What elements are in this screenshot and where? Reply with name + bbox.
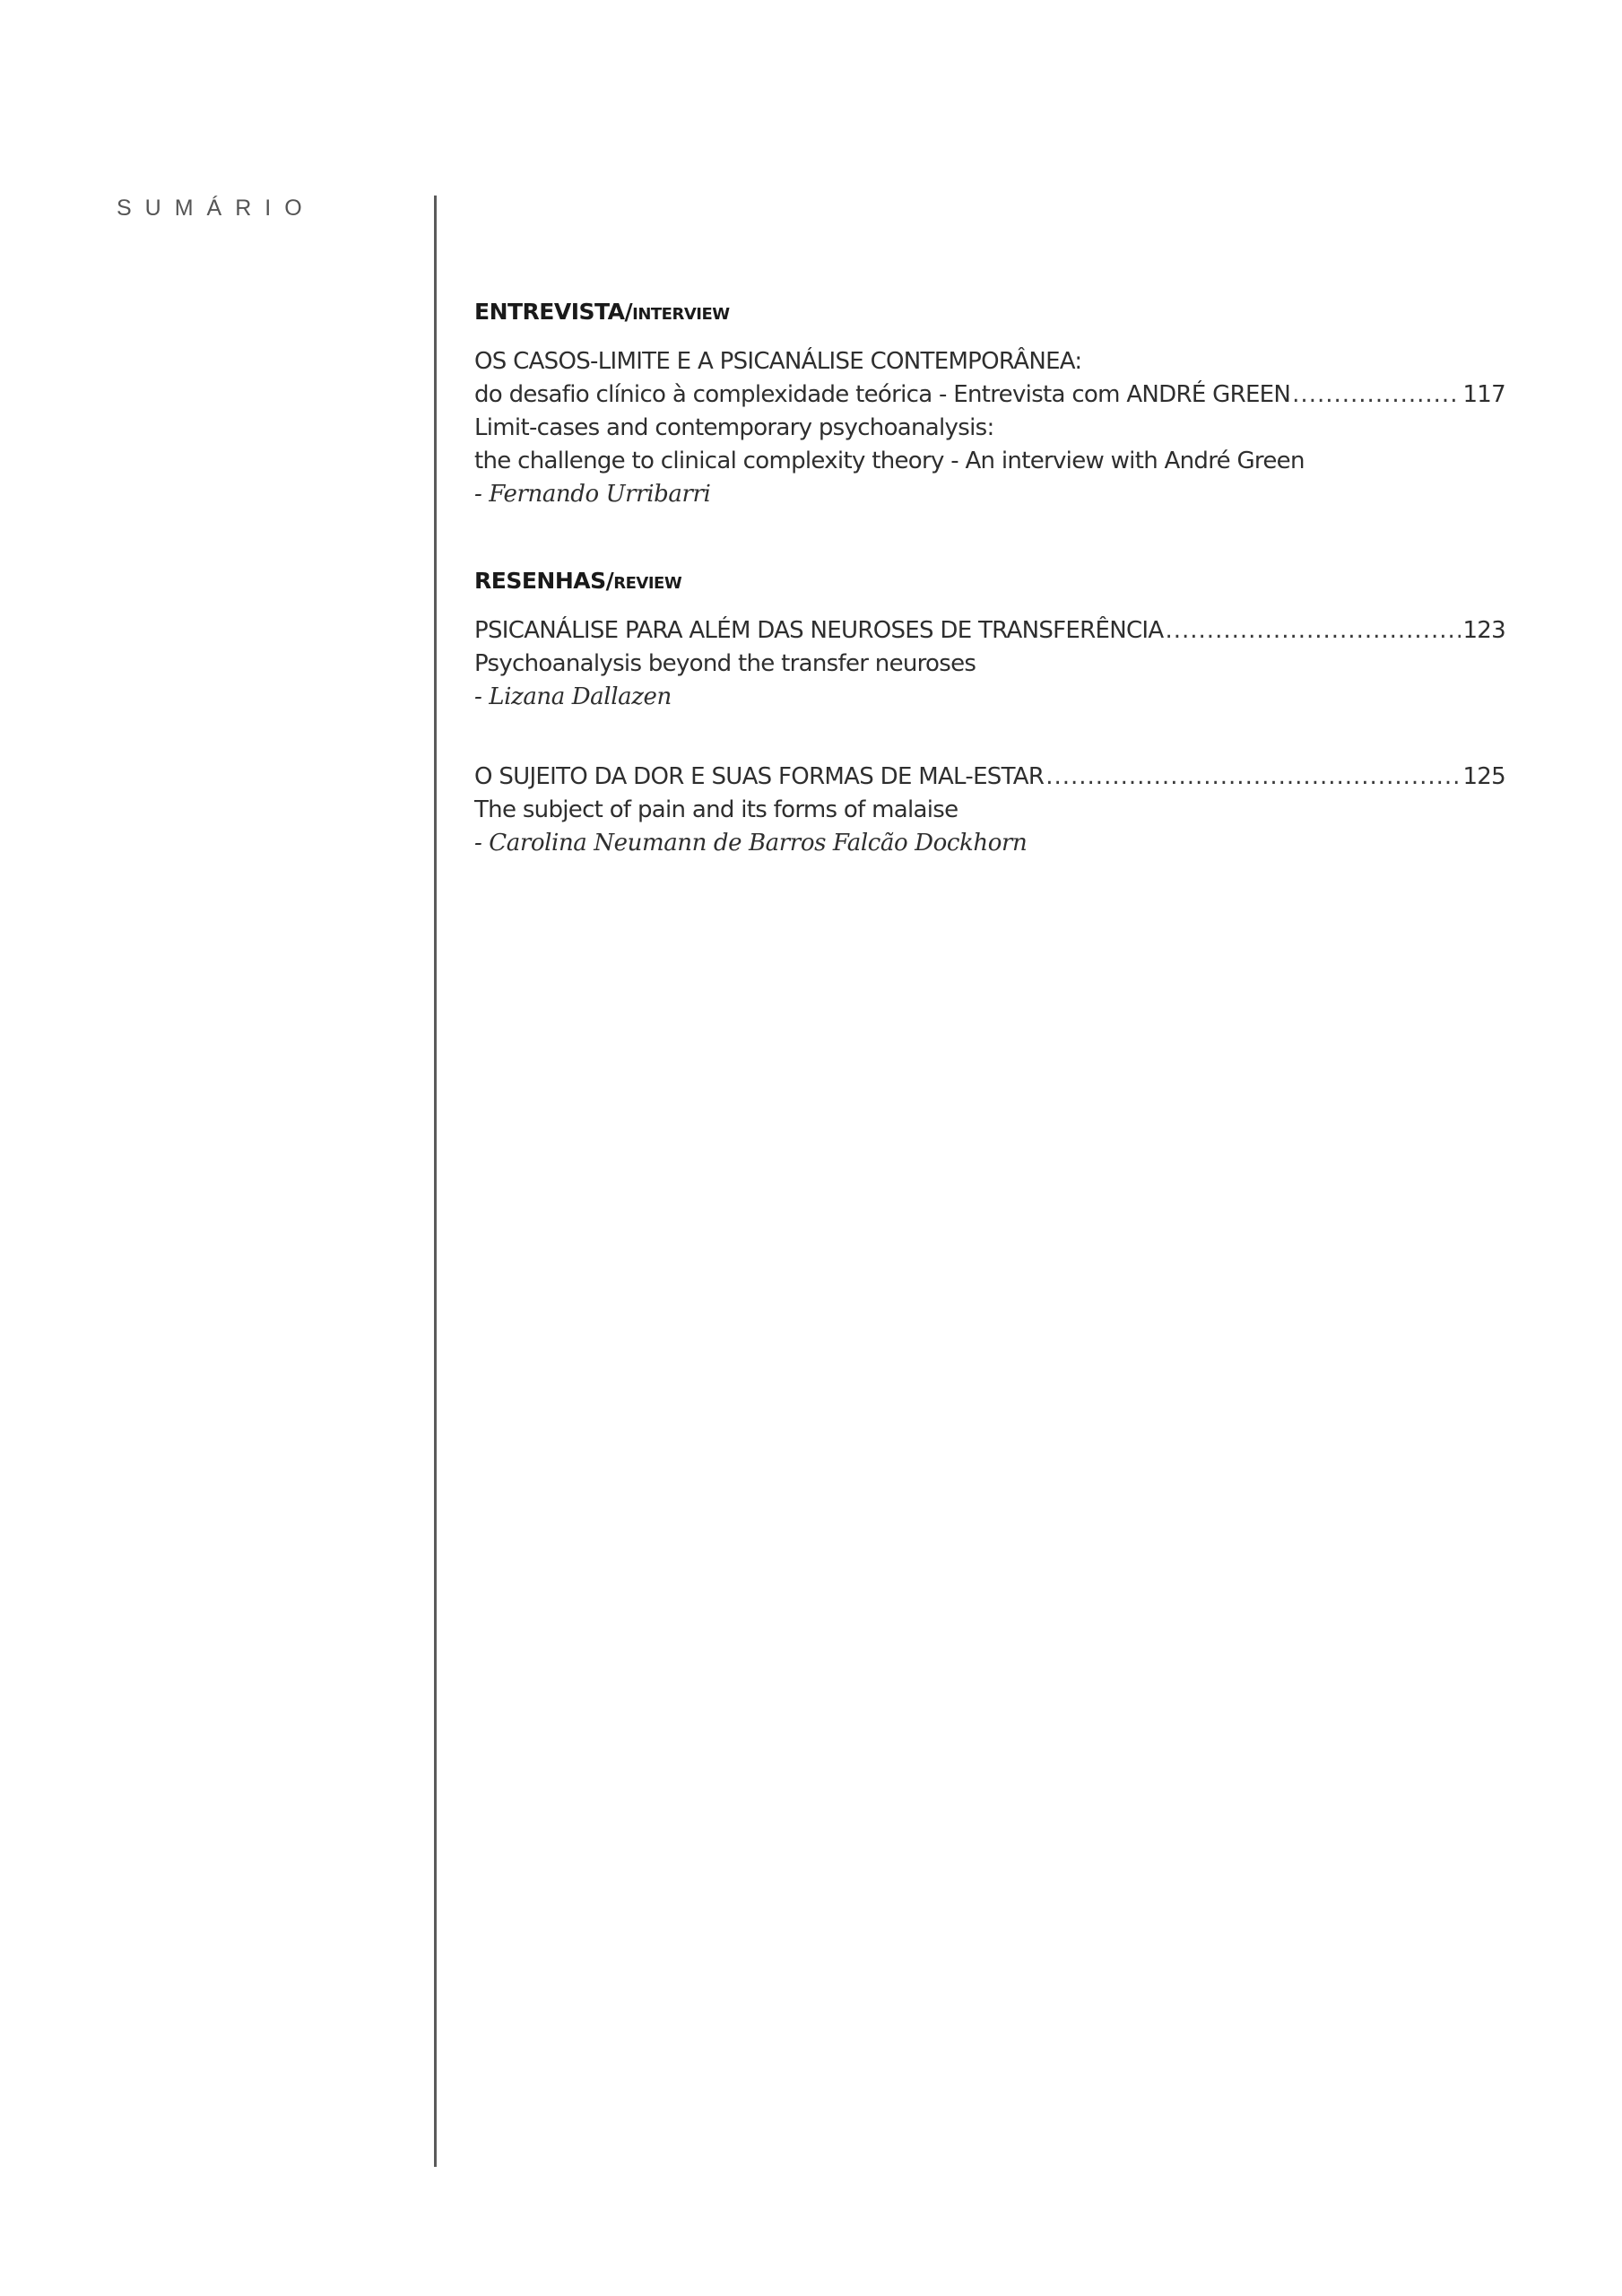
entry-title: PSICANÁLISE PARA ALÉM DAS NEUROSES DE TRANSFERÊNCIA	[474, 617, 1164, 644]
entry-title: do desafio clínico à complexidade teórica - Entrevista com ANDRÉ GREEN	[474, 381, 1291, 408]
section-heading-review	[474, 565, 1514, 600]
entry-title-line-with-page	[474, 614, 1505, 648]
entry-english-title: Limit-cases and contemporary psychoanalysis:	[474, 414, 994, 441]
entry-title-line-with-page	[474, 378, 1505, 412]
entry-title: O SUJEITO DA DOR E SUAS FORMAS DE MAL-ESTAR	[474, 763, 1045, 790]
toc-entry-review-2[interactable]	[474, 761, 1514, 860]
toc-entry-interview[interactable]	[474, 345, 1514, 511]
page-number: 125	[1462, 763, 1505, 790]
table-of-contents-label: SUMÁRIO	[117, 196, 316, 221]
section-heading-subtext: REVIEW	[613, 574, 682, 593]
section-heading-text: ENTREVISTA/	[474, 299, 633, 325]
section-heading-subtext: INTERVIEW	[632, 305, 730, 324]
toc-content	[474, 296, 1514, 860]
dot-leader	[1292, 378, 1461, 412]
page-number: 117	[1462, 381, 1505, 408]
section-heading-text: RESENHAS/	[474, 568, 614, 594]
entry-author: - Lizana Dallazen	[474, 683, 672, 710]
entry-title-line-with-page	[474, 761, 1505, 794]
dot-leader	[1165, 614, 1461, 648]
entry-author: - Fernando Urribarri	[474, 481, 711, 508]
section-heading-interview	[474, 296, 1514, 331]
dot-leader	[1045, 761, 1461, 794]
vertical-divider	[434, 196, 437, 2167]
entry-author: - Carolina Neumann de Barros Falcão Dockhorn	[474, 830, 1028, 857]
entry-english-title: The subject of pain and its forms of malaise	[474, 796, 958, 823]
toc-entry-review-1[interactable]	[474, 614, 1514, 714]
entry-english-title: Psychoanalysis beyond the transfer neuroses	[474, 650, 976, 677]
entry-title-line: OS CASOS-LIMITE E A PSICANÁLISE CONTEMPORÂNEA:	[474, 348, 1082, 375]
page-number: 123	[1462, 617, 1505, 644]
entry-english-title: the challenge to clinical complexity theory - An interview with André Green	[474, 448, 1305, 474]
